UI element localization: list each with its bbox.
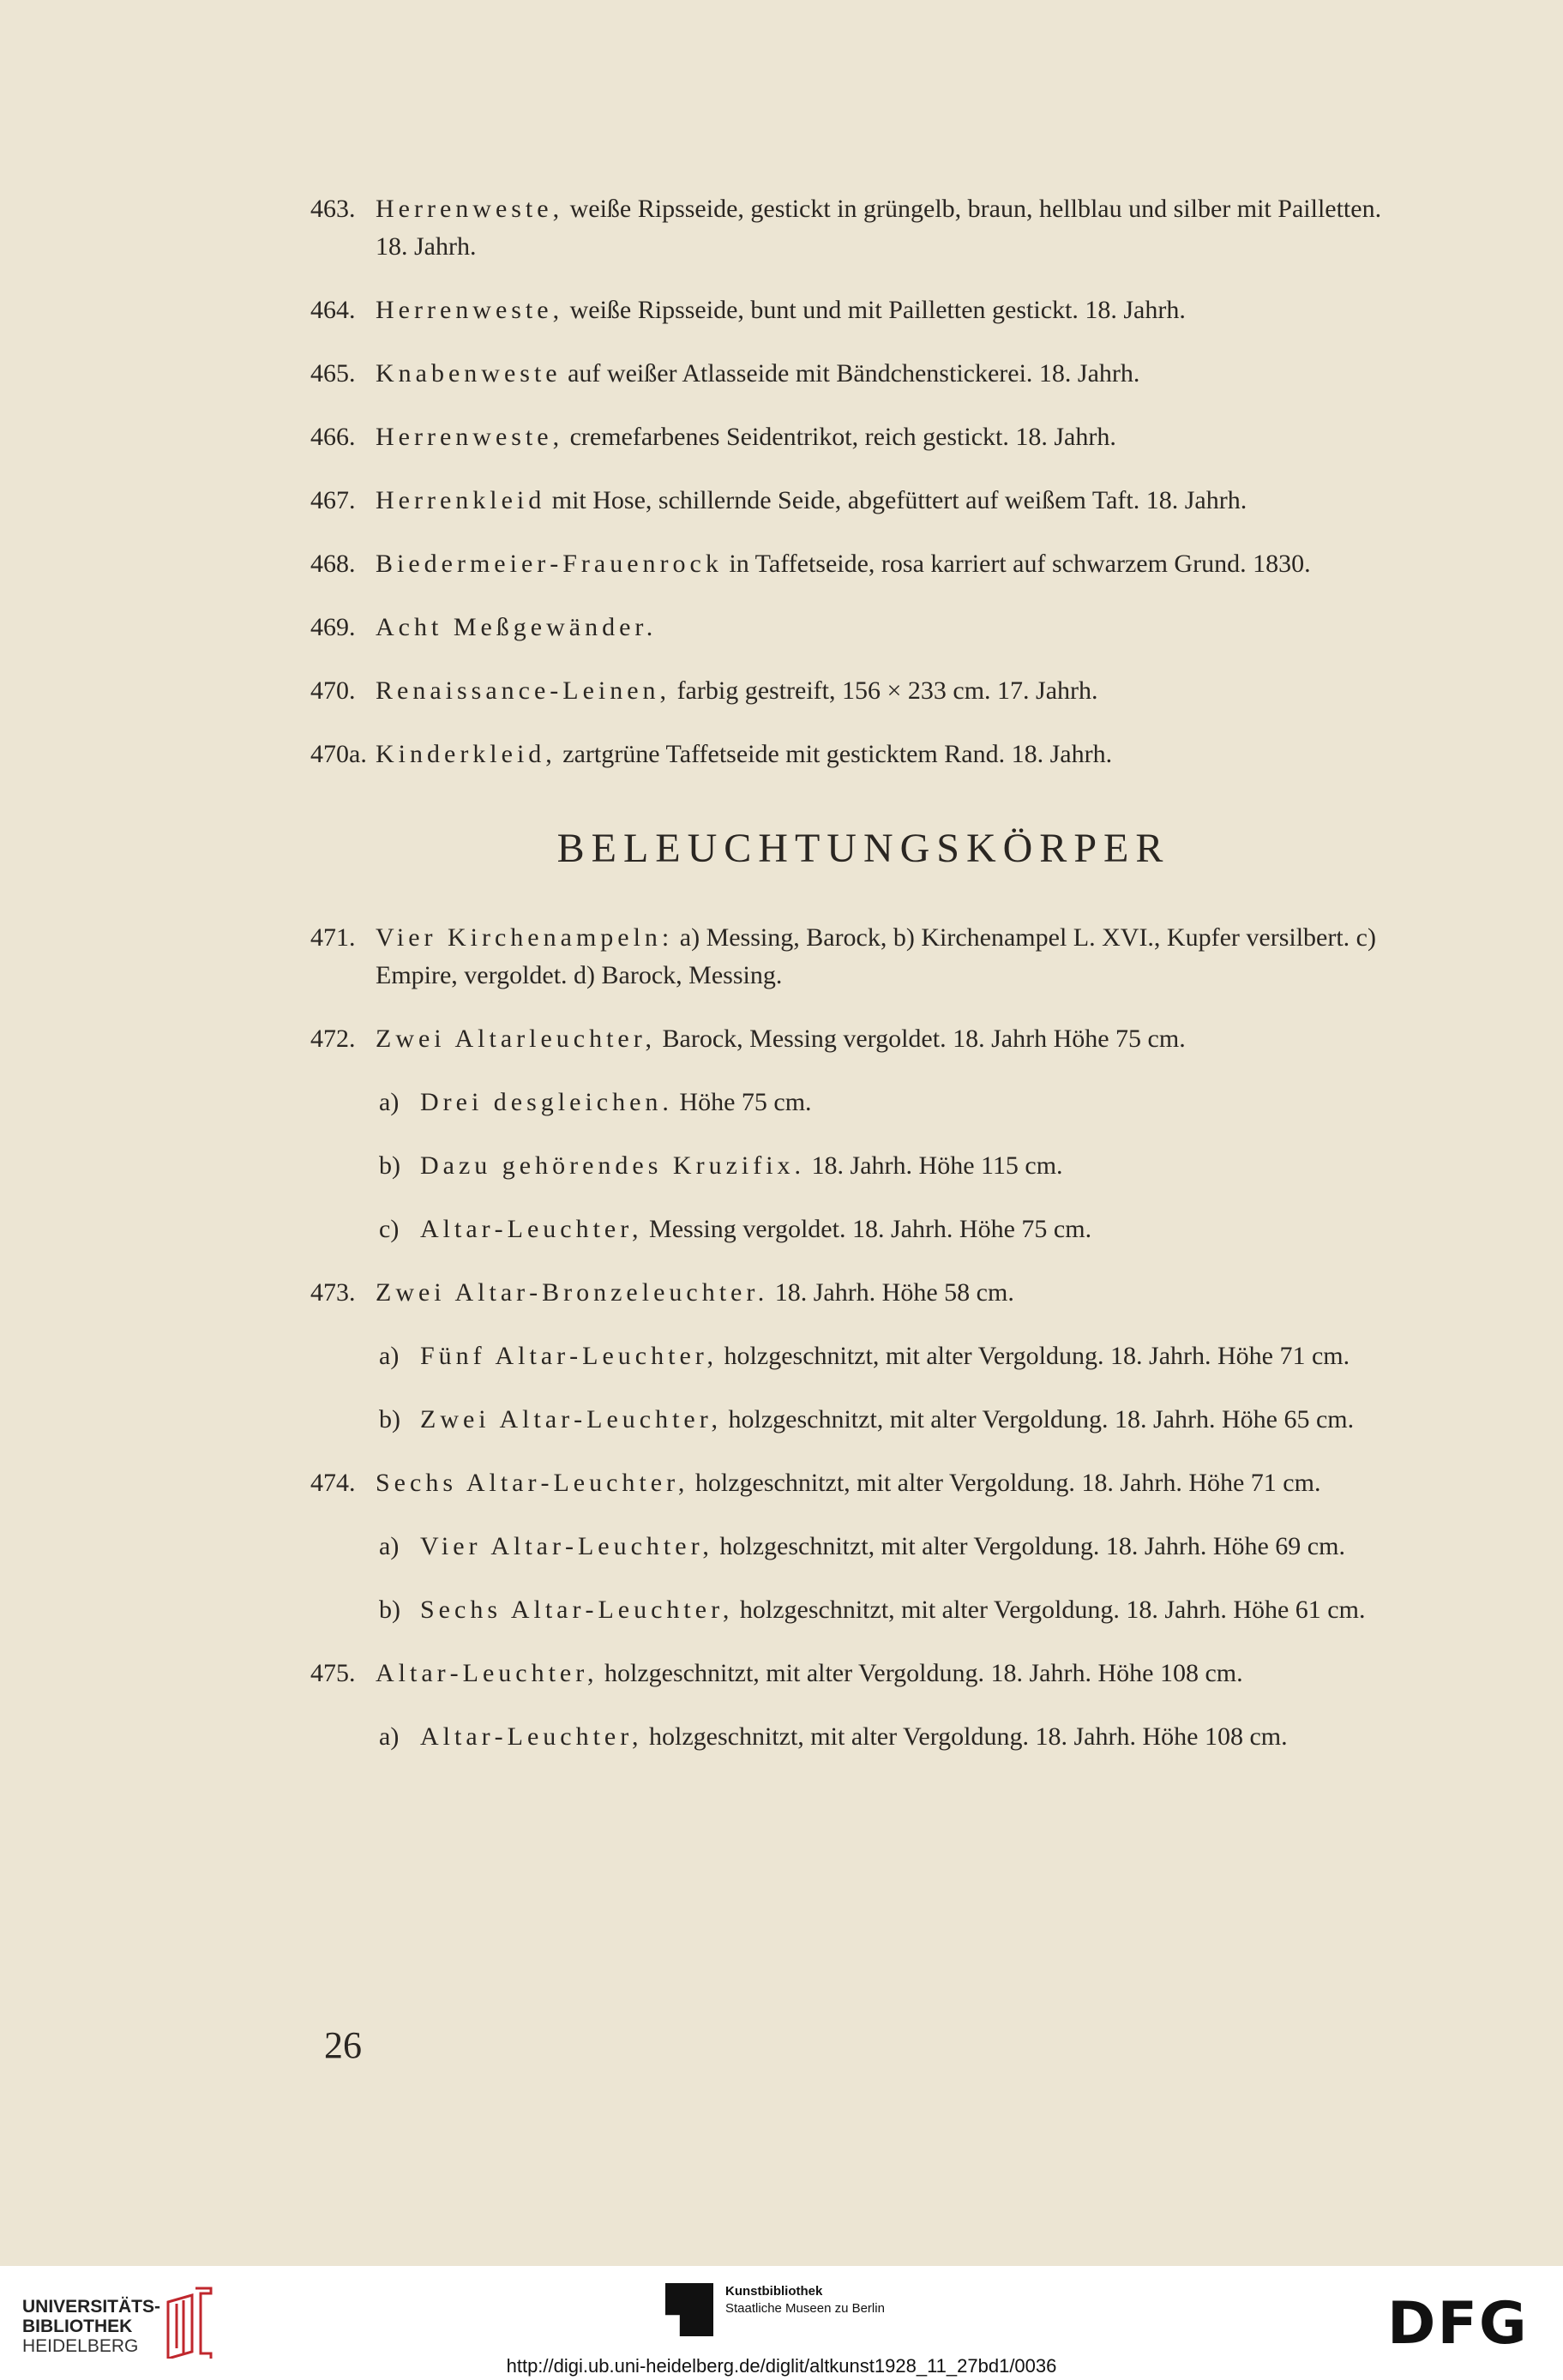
permalink-url[interactable]: http://digi.ub.uni-heidelberg.de/diglit/altkunst1928_11_27bd1/0036 [506, 2355, 1057, 2377]
catalog-entry-470: 470. Renaissance‑Leinen, farbig gestreift, 156 × 233 cm. 17. Jahrh. [310, 676, 1098, 705]
catalog-entry-474: 474. Sechs Altar‑Leuchter, holzgeschnitzt, mit alter Vergoldung. 18. Jahrh. Höhe 71 cm. [310, 1469, 1321, 1497]
kunstbibliothek-icon [665, 2283, 713, 2336]
ub-heidelberg-logo-icon [161, 2285, 213, 2359]
catalog-entry-473: 473. Zwei Altar‑Bronzeleuchter. 18. Jahrh. Höhe 58 cm. [310, 1278, 1014, 1307]
ub-heidelberg-logo-text[interactable]: UNIVERSITÄTS- BIBLIOTHEK HEIDELBERG [22, 2297, 161, 2356]
dfg-logo[interactable]: DFG [1387, 2290, 1529, 2358]
catalog-entry-475: 475. Altar‑Leuchter, holzgeschnitzt, mit alter Vergoldung. 18. Jahrh. Höhe 108 cm. [310, 1659, 1243, 1687]
catalog-subentry-472c: c) Altar‑Leuchter, Messing vergoldet. 18. Jahrh. Höhe 75 cm. [379, 1215, 1092, 1243]
catalog-entry-463: 463. Herrenweste, weiße Ripsseide, gestickt in grüngelb, braun, hellblau und silber mit Pailletten. 18. Jahrh. [310, 195, 1382, 261]
catalog-entry-465: 465. Knabenweste auf weißer Atlasseide mit Bändchenstickerei. 18. Jahrh. [310, 359, 1140, 388]
catalog-subentry-472b: b) Dazu gehörendes Kruzifix. 18. Jahrh. Höhe 115 cm. [379, 1151, 1063, 1180]
page-number: 26 [324, 2024, 362, 2066]
catalog-entry-470a: 470a. Kinderkleid, zartgrüne Taffetseide mit gesticktem Rand. 18. Jahrh. [310, 740, 1113, 768]
digitization-footer [0, 2266, 1563, 2380]
catalog-subentry-473b: b) Zwei Altar‑Leuchter, holzgeschnitzt, mit alter Vergoldung. 18. Jahrh. Höhe 65 cm. [379, 1405, 1355, 1433]
catalog-entry-467: 467. Herrenkleid mit Hose, schillernde Seide, abgefüttert auf weißem Taft. 18. Jahrh. [310, 486, 1247, 514]
catalog-entry-469: 469. Acht Meßgewänder. [310, 613, 658, 641]
catalog-subentry-475a: a) Altar‑Leuchter, holzgeschnitzt, mit alter Vergoldung. 18. Jahrh. Höhe 108 cm. [379, 1722, 1288, 1751]
catalog-subentry-473a: a) Fünf Altar‑Leuchter, holzgeschnitzt, mit alter Vergoldung. 18. Jahrh. Höhe 71 cm. [379, 1342, 1350, 1370]
catalog-text [310, 190, 1416, 1782]
section-heading: BELEUCHTUNGSKÖRPER [556, 826, 1170, 871]
catalog-entry-464: 464. Herrenweste, weiße Ripsseide, bunt und mit Pailletten gestickt. 18. Jahrh. [310, 296, 1186, 324]
catalog-subentry-474b: b) Sechs Altar‑Leuchter, holzgeschnitzt, mit alter Vergoldung. 18. Jahrh. Höhe 61 cm. [379, 1596, 1366, 1624]
catalog-subentry-474a: a) Vier Altar‑Leuchter, holzgeschnitzt, mit alter Vergoldung. 18. Jahrh. Höhe 69 cm. [379, 1532, 1345, 1560]
catalog-entry-472: 472. Zwei Altarleuchter, Barock, Messing vergoldet. 18. Jahrh Höhe 75 cm. [310, 1025, 1186, 1053]
catalog-entry-466: 466. Herrenweste, cremefarbenes Seidentrikot, reich gestickt. 18. Jahrh. [310, 423, 1116, 451]
catalog-subentry-472a: a) Drei desgleichen. Höhe 75 cm. [379, 1088, 812, 1116]
catalog-entry-471: 471. Vier Kirchenampeln: a) Messing, Barock, b) Kirchenampel L. XVI., Kupfer versilbert. c) Empire, vergoldet. d) Barock, Messing. [310, 923, 1376, 989]
kunstbibliothek-logo[interactable]: Kunstbibliothek Staatliche Museen zu Berlin [665, 2283, 885, 2336]
catalog-entry-468: 468. Biedermeier‑Frauenrock in Taffetseide, rosa karriert auf schwarzem Grund. 1830. [310, 550, 1311, 578]
